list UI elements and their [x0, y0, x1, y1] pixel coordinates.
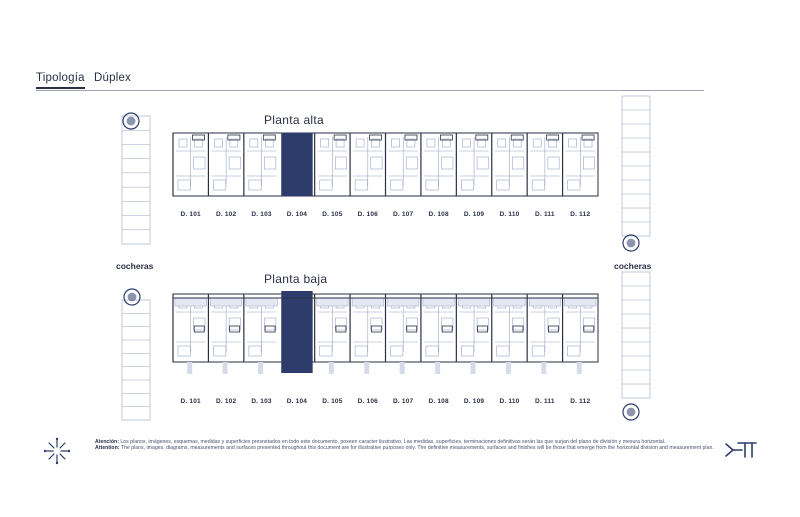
lower-unit-label: D. 103 — [251, 398, 272, 405]
fixture — [427, 139, 435, 147]
fixture — [498, 139, 506, 147]
entry-path — [541, 362, 546, 374]
upper-unit-label: D. 102 — [215, 211, 237, 218]
upper-unit-label: D. 101 — [180, 211, 201, 218]
fixture — [391, 180, 403, 190]
entry-path — [187, 362, 192, 374]
stair — [371, 326, 381, 332]
disclaimer-es-text: Los planos, imágenes, esquemas, medidas y superficies presnetados en todo este documento, poseen caracter ilustrativo. Las medidas, superficies, terminaciones definitivas serán las que surjan del plano de división y mesura horizontal. — [120, 439, 666, 445]
fixture — [583, 318, 594, 330]
fixture — [249, 180, 261, 190]
upper-unit-label: D. 111 — [535, 211, 555, 218]
highlight-unit-d104 — [281, 291, 312, 373]
disclaimer — [95, 439, 715, 452]
tab-duplex[interactable]: Dúplex — [94, 72, 131, 84]
stair — [478, 326, 488, 332]
lower-unit-label: D. 110 — [499, 398, 520, 405]
fixture — [335, 157, 346, 169]
fixture — [179, 139, 187, 147]
stair — [194, 326, 204, 332]
upper-unit-label: D. 109 — [463, 211, 485, 218]
fixture — [568, 180, 580, 190]
fixture — [461, 180, 473, 190]
fixture — [356, 139, 364, 147]
highlight-unit-d104 — [281, 133, 312, 196]
upper-unit-label: D. 105 — [322, 211, 343, 218]
entry-path — [506, 362, 511, 374]
entry-path — [364, 362, 369, 374]
terrace — [423, 298, 454, 306]
upper-unit-label: D. 110 — [499, 211, 520, 218]
fixture — [532, 180, 544, 190]
fixture — [477, 157, 488, 169]
fixture — [229, 318, 240, 330]
entry-path — [577, 362, 582, 374]
entry-path — [329, 362, 334, 374]
stair — [513, 326, 523, 332]
entry-path — [400, 362, 405, 374]
parking-strip — [622, 272, 650, 398]
lower-unit-label: D. 107 — [393, 398, 414, 405]
fixture — [462, 139, 470, 147]
terrace — [317, 298, 348, 306]
lower-unit-label: D. 112 — [570, 398, 591, 405]
terrace — [210, 298, 241, 306]
fixture — [583, 157, 594, 169]
fixture — [229, 157, 240, 169]
tree-icon — [128, 293, 137, 302]
upper-unit-label: D. 106 — [357, 211, 378, 218]
fixture — [569, 139, 577, 147]
fixture — [371, 318, 382, 330]
lower-unit-label: D. 102 — [215, 398, 237, 405]
upper-unit-label: D. 103 — [251, 211, 272, 218]
fixture — [249, 346, 261, 356]
fixture — [320, 346, 332, 356]
fixture — [194, 157, 205, 169]
parking-label-left: cocheras — [116, 261, 154, 271]
tree-icon — [127, 117, 136, 126]
parking-strip — [122, 116, 150, 244]
upper-unit-label: D. 107 — [393, 211, 414, 218]
entry-path — [223, 362, 228, 374]
fixture — [371, 157, 382, 169]
star-ornament-icon — [44, 438, 70, 464]
upper-unit-label: D. 108 — [428, 211, 449, 218]
terrace — [388, 298, 419, 306]
terrace — [352, 298, 383, 306]
fixture — [512, 318, 523, 330]
fixture — [214, 139, 222, 147]
disclaimer-es-label: Atención: — [95, 439, 119, 445]
fixture — [533, 139, 541, 147]
upper-unit-label: D. 104 — [286, 211, 308, 218]
terrace — [565, 298, 596, 306]
parking-strip — [122, 300, 150, 420]
fixture — [477, 318, 488, 330]
lower-unit-label: D. 105 — [322, 398, 343, 405]
fixture — [442, 318, 453, 330]
fixture — [497, 180, 509, 190]
lower-unit-label: D. 108 — [428, 398, 449, 405]
fixture — [320, 180, 332, 190]
fixture — [426, 346, 438, 356]
fixture — [355, 180, 367, 190]
tree-icon — [627, 239, 636, 248]
fixture — [532, 346, 544, 356]
terrace — [494, 298, 525, 306]
terrace — [246, 298, 277, 306]
fixture — [178, 180, 190, 190]
fixture — [548, 318, 559, 330]
stair — [265, 326, 275, 332]
fixture — [178, 346, 190, 356]
tab-tipologia[interactable]: Tipología — [36, 72, 85, 89]
fixture — [426, 180, 438, 190]
lower-plan-title: Planta baja — [264, 272, 328, 286]
fixture — [355, 346, 367, 356]
upper-plan-title: Planta alta — [264, 113, 325, 127]
fixture — [406, 318, 417, 330]
stair — [584, 326, 594, 332]
fixture — [568, 346, 580, 356]
upper-unit-label: D. 112 — [570, 211, 591, 218]
entry-path — [258, 362, 263, 374]
fixture — [406, 157, 417, 169]
fixture — [335, 318, 346, 330]
fixture — [548, 157, 559, 169]
parking-label-right: cocheras — [614, 261, 652, 271]
lower-unit-label: D. 109 — [463, 398, 485, 405]
fixture — [461, 346, 473, 356]
entry-path — [435, 362, 440, 374]
lower-unit-label: D. 111 — [535, 398, 555, 405]
fixture — [265, 157, 276, 169]
disclaimer-en-text: The plans, images, diagrams, measurements and surfaces presented throughout this document are for illustrative purposes only. The definitive measurements, surfaces and finishes will be those that emerge from the horizontal division and measurement plan. — [120, 445, 714, 452]
terrace — [529, 298, 560, 306]
fixture — [512, 157, 523, 169]
lower-unit-label: D. 104 — [286, 398, 308, 405]
fixture — [250, 139, 258, 147]
stair — [336, 326, 346, 332]
fixture — [321, 139, 329, 147]
entry-path — [471, 362, 476, 374]
stair — [442, 326, 452, 332]
fixture — [213, 180, 225, 190]
stair — [407, 326, 417, 332]
terrace — [175, 298, 206, 306]
fixture — [392, 139, 400, 147]
fixture — [194, 318, 205, 330]
disclaimer-en-label: Attention: — [95, 445, 120, 452]
lower-unit-label: D. 106 — [357, 398, 378, 405]
fixture — [497, 346, 509, 356]
fixture — [442, 157, 453, 169]
stair — [548, 326, 558, 332]
fixture — [265, 318, 276, 330]
fixture — [213, 346, 225, 356]
terrace — [458, 298, 489, 306]
lower-unit-label: D. 101 — [180, 398, 201, 405]
brand-logo-icon — [724, 440, 758, 460]
fixture — [391, 346, 403, 356]
stair — [230, 326, 240, 332]
tree-icon — [627, 408, 636, 417]
